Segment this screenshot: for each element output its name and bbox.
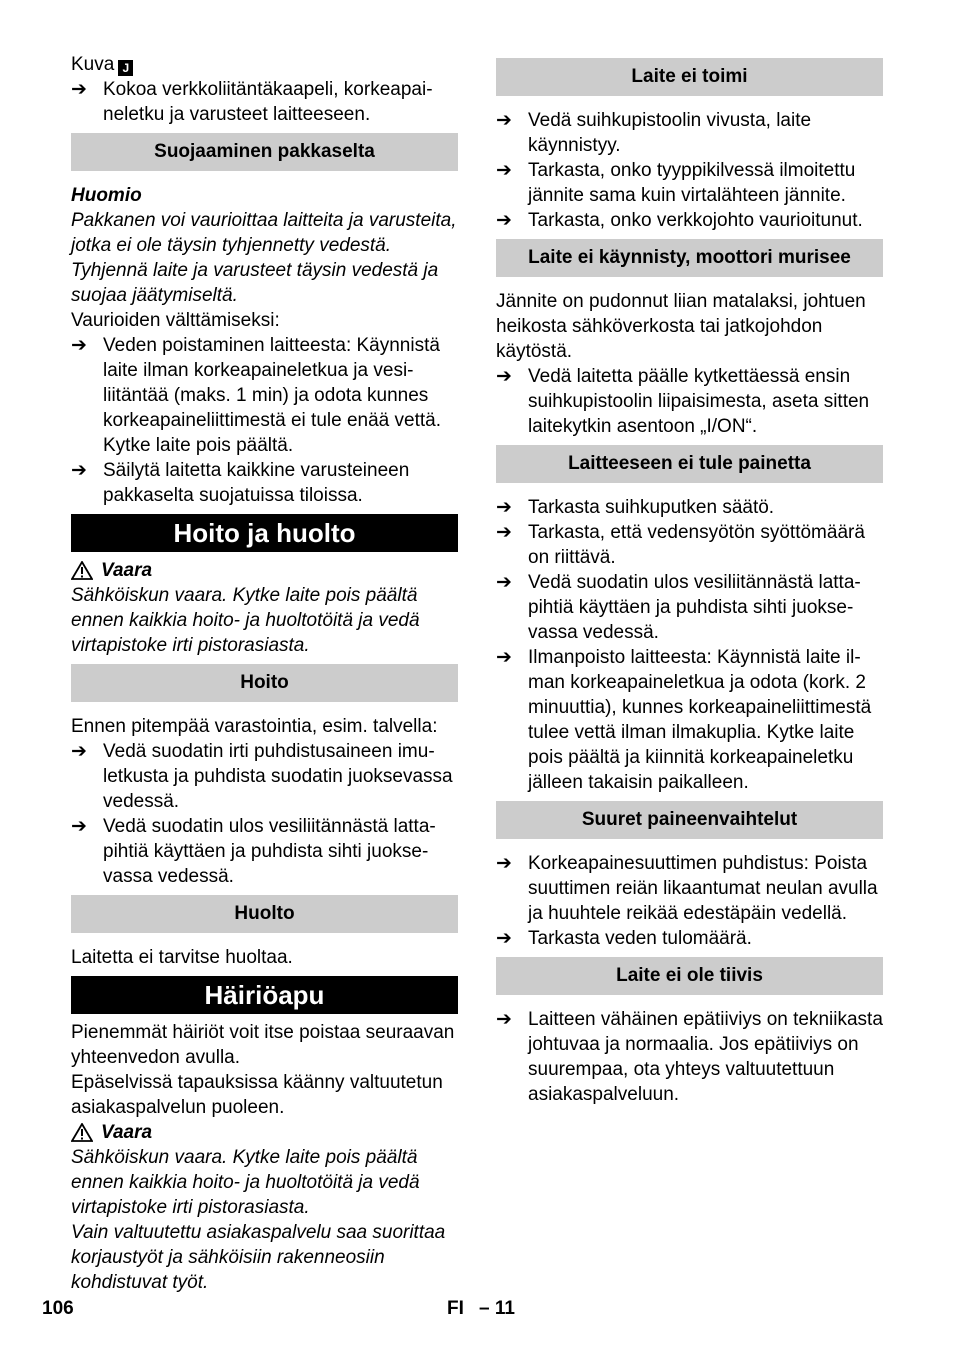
bullet-text: Veden poistaminen laitteesta: Käynnistä laite ilman korkeapaineletkua ja vesiliitäntää (maks. 1 min) ja odota kunnes korkeapaineliittimestä ei tule enää vettä. Kytke laite pois päältä. — [103, 335, 441, 456]
bullet-text: Vedä laitetta päälle kytkettäessä ensin suihkupistoolin liipaisimesta, aseta sitten laitekytkin asentoon „I/ON“. — [528, 366, 870, 437]
bullet-text: Tarkasta, että vedensyötön syöttömäärä on riittävä. — [528, 522, 865, 568]
arrow-icon: ➔ — [496, 366, 512, 387]
arrow-icon: ➔ — [496, 853, 512, 874]
arrow-icon: ➔ — [496, 497, 512, 518]
list-item — [496, 1007, 883, 1107]
bullet-text: Tarkasta, onko verkkojohto vaurioitunut. — [528, 210, 863, 231]
warning-text: Sähköiskun vaara. Kytke laite pois päältä ennen kaikkia hoito- ja huoltotöitä ja vedä virtapistoke irti pistorasiasta. — [71, 585, 420, 656]
list-item — [496, 570, 883, 645]
warning-title: Vaara — [71, 1120, 458, 1145]
paragraph: Jännite on pudonnut liian matalaksi, johtuen heikosta sähköverkosta tai jatkojohdon käytöstä. — [496, 291, 866, 362]
section-heading-frost: Suojaaminen pakkaselta — [71, 133, 458, 171]
kuva-label: Kuva — [71, 54, 115, 75]
paragraph: Epäselvissä tapauksissa käänny valtuutetun asiakaspalvelun puoleen. — [71, 1072, 443, 1118]
right-column — [496, 58, 883, 1107]
section-page: – 11 — [479, 1298, 515, 1319]
arrow-icon: ➔ — [496, 110, 512, 131]
arrow-icon: ➔ — [496, 928, 512, 949]
list-item — [71, 814, 458, 889]
warning-text: Vain valtuutettu asiakaspalvelu saa suorittaa korjaustyöt ja sähköisiin rakenneosiin kohdistuvat työt. — [71, 1222, 446, 1293]
bullet-text: Vedä suodatin ulos vesiliitännästä lattapihtiä käyttäen ja puhdista sihti juoksevassa vedessä. — [528, 572, 861, 643]
language-code: FI — [447, 1298, 464, 1319]
arrow-icon: ➔ — [496, 160, 512, 181]
bullet-text: Vedä suihkupistoolin vivusta, laite käynnistyy. — [528, 110, 812, 156]
section-heading-leaking: Laite ei ole tiivis — [496, 957, 883, 995]
bullet-text: Tarkasta veden tulomäärä. — [528, 928, 752, 949]
list-item — [496, 158, 883, 208]
section-heading-no-pressure: Laitteeseen ei tule painetta — [496, 445, 883, 483]
warning-text: Sähköiskun vaara. Kytke laite pois päältä ennen kaikkia hoito- ja huoltotöitä ja vedä virtapistoke irti pistorasiasta. — [71, 1147, 420, 1218]
arrow-icon: ➔ — [71, 460, 87, 481]
figure-letter-box: J — [118, 60, 133, 76]
left-column — [71, 52, 458, 1295]
warning-triangle-icon — [71, 561, 93, 580]
list-item — [71, 739, 458, 814]
paragraph: Ennen pitempää varastointia, esim. talvella: — [71, 716, 438, 737]
figure-reference — [71, 52, 458, 77]
arrow-icon: ➔ — [496, 522, 512, 543]
section-heading-pressure-fluctuations: Suuret paineenvaihtelut — [496, 801, 883, 839]
list-item — [496, 364, 883, 439]
arrow-icon: ➔ — [71, 79, 87, 100]
notice-text: Pakkanen voi vaurioittaa laitteita ja varusteita, jotka ei ole täysin tyhjennetty vedestä. Tyhjennä laite ja varusteet täysin vedestä ja suojaa jäätymiseltä. — [71, 210, 457, 306]
section-heading-hoito: Hoito — [71, 664, 458, 702]
bullet-text: Vedä suodatin ulos vesiliitännästä lattapihtiä käyttäen ja puhdista sihti juoksevassa vedessä. — [103, 816, 436, 887]
notice-title: Huomio — [71, 185, 142, 206]
bullet-text: Kokoa verkkoliitäntäkaapeli, korkeapaineletku ja varusteet laitteeseen. — [103, 79, 433, 125]
bullet-text: Tarkasta, onko tyyppikilvessä ilmoitettu jännite sama kuin virtalähteen jännite. — [528, 160, 856, 206]
section-heading-not-working: Laite ei toimi — [496, 58, 883, 96]
paragraph: Vaurioiden välttämiseksi: — [71, 310, 280, 331]
list-item — [496, 851, 883, 926]
arrow-icon: ➔ — [496, 1009, 512, 1030]
arrow-icon: ➔ — [71, 816, 87, 837]
arrow-icon: ➔ — [496, 572, 512, 593]
paragraph: Pienemmät häiriöt voit itse poistaa seuraavan yhteenvedon avulla. — [71, 1022, 455, 1068]
bullet-text: Korkeapainesuuttimen puhdistus: Poista suuttimen reiän likaantumat neulan avulla ja huuhtele reikää edestäpäin vedellä. — [528, 853, 878, 924]
bullet-text: Säilytä laitetta kaikkine varusteineen pakkaselta suojatuissa tiloissa. — [103, 460, 410, 506]
bullet-text: Ilmanpoisto laitteesta: Käynnistä laite ilman korkeapaineletkua ja odota (kork. 2 minuuttia), kunnes korkeapaineliittimestä tulee vettä ilman ilmakuplia. Kytke laite pois päältä ja kiinnitä korkeapaineletku jälleen takaisin paikalleen. — [528, 647, 872, 793]
arrow-icon: ➔ — [496, 647, 512, 668]
list-item — [71, 77, 458, 127]
section-heading-motor-hums: Laite ei käynnisty, moottori murisee — [496, 239, 883, 277]
arrow-icon: ➔ — [71, 335, 87, 356]
list-item — [496, 645, 883, 795]
list-item — [71, 458, 458, 508]
arrow-icon: ➔ — [71, 741, 87, 762]
list-item — [496, 495, 883, 520]
chapter-heading-care: Hoito ja huolto — [71, 514, 458, 552]
list-item — [496, 208, 883, 233]
list-item — [496, 926, 883, 951]
paragraph: Laitetta ei tarvitse huoltaa. — [71, 947, 293, 968]
list-item — [496, 520, 883, 570]
chapter-heading-troubleshooting: Häiriöapu — [71, 976, 458, 1014]
section-heading-huolto: Huolto — [71, 895, 458, 933]
arrow-icon: ➔ — [496, 210, 512, 231]
warning-triangle-icon — [71, 1123, 93, 1142]
bullet-text: Laitteen vähäinen epätiiviys on tekniikasta johtuvaa ja normaalia. Jos epätiiviys on suurempaa, ota yhteys valtuutettuun asiakaspalveluun. — [528, 1009, 883, 1105]
page-number: 106 — [42, 1298, 74, 1319]
warning-title: Vaara — [71, 558, 458, 583]
list-item — [496, 108, 883, 158]
bullet-text: Tarkasta suihkuputken säätö. — [528, 497, 775, 518]
bullet-text: Vedä suodatin irti puhdistusaineen imuletkusta ja puhdista suodatin juoksevassa vedessä. — [103, 741, 453, 812]
list-item — [71, 333, 458, 458]
